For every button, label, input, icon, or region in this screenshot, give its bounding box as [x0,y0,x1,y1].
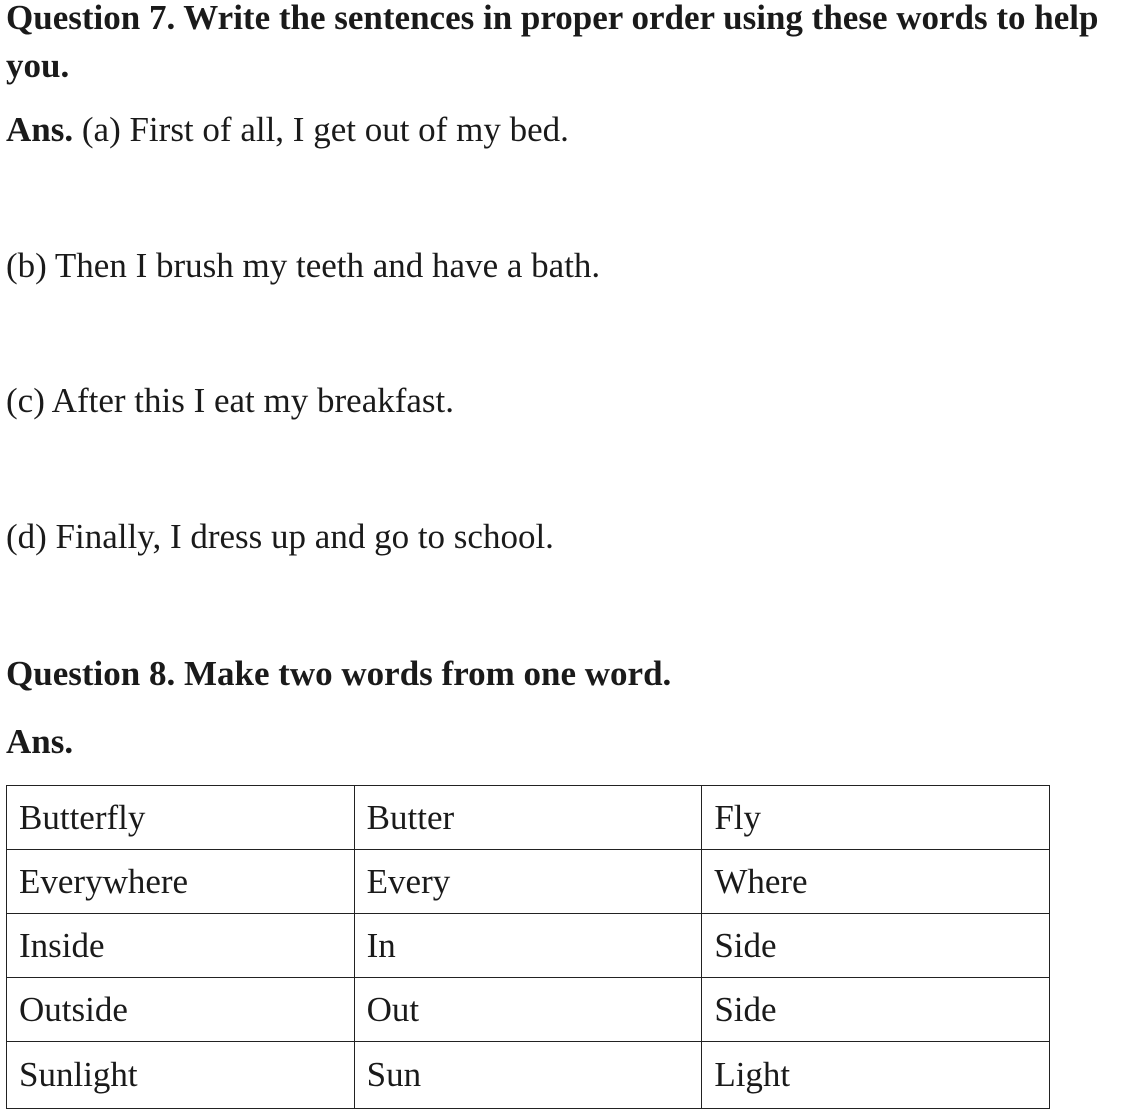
question-7-answer-a [6,110,569,150]
compound-word-cell: Outside [7,978,355,1042]
first-part-cell: Every [354,850,702,914]
question-7-title: Question 7. Write the sentences in proper order using these words to help you. [6,0,1099,85]
first-part-cell: Butter [354,786,702,850]
question-7-answer-b: (b) Then I brush my teeth and have a bath. [6,246,601,285]
question-8-title: Question 8. Make two words from one word. [6,654,672,693]
compound-word-cell: Sunlight [7,1042,355,1109]
question-7-answer-d: (d) Finally, I dress up and go to school. [6,517,554,556]
table-row [7,786,1050,850]
second-part-cell: Where [702,850,1050,914]
answer-a-text: (a) First of all, I get out of my bed. [81,110,569,149]
table-row [7,978,1050,1042]
first-part-cell: Sun [354,1042,702,1109]
table-row [7,914,1050,978]
question-7-answer-c: (c) After this I eat my breakfast. [6,381,455,420]
table-row [7,1042,1050,1109]
question-8-ans-label: Ans. [6,722,74,761]
word-split-table [6,785,1050,1109]
first-part-cell: In [354,914,702,978]
compound-word-cell: Inside [7,914,355,978]
second-part-cell: Side [702,978,1050,1042]
compound-word-cell: Everywhere [7,850,355,914]
second-part-cell: Light [702,1042,1050,1109]
first-part-cell: Out [354,978,702,1042]
compound-word-cell: Butterfly [7,786,355,850]
second-part-cell: Fly [702,786,1050,850]
second-part-cell: Side [702,914,1050,978]
ans-label: Ans. [6,110,74,149]
table-row [7,850,1050,914]
